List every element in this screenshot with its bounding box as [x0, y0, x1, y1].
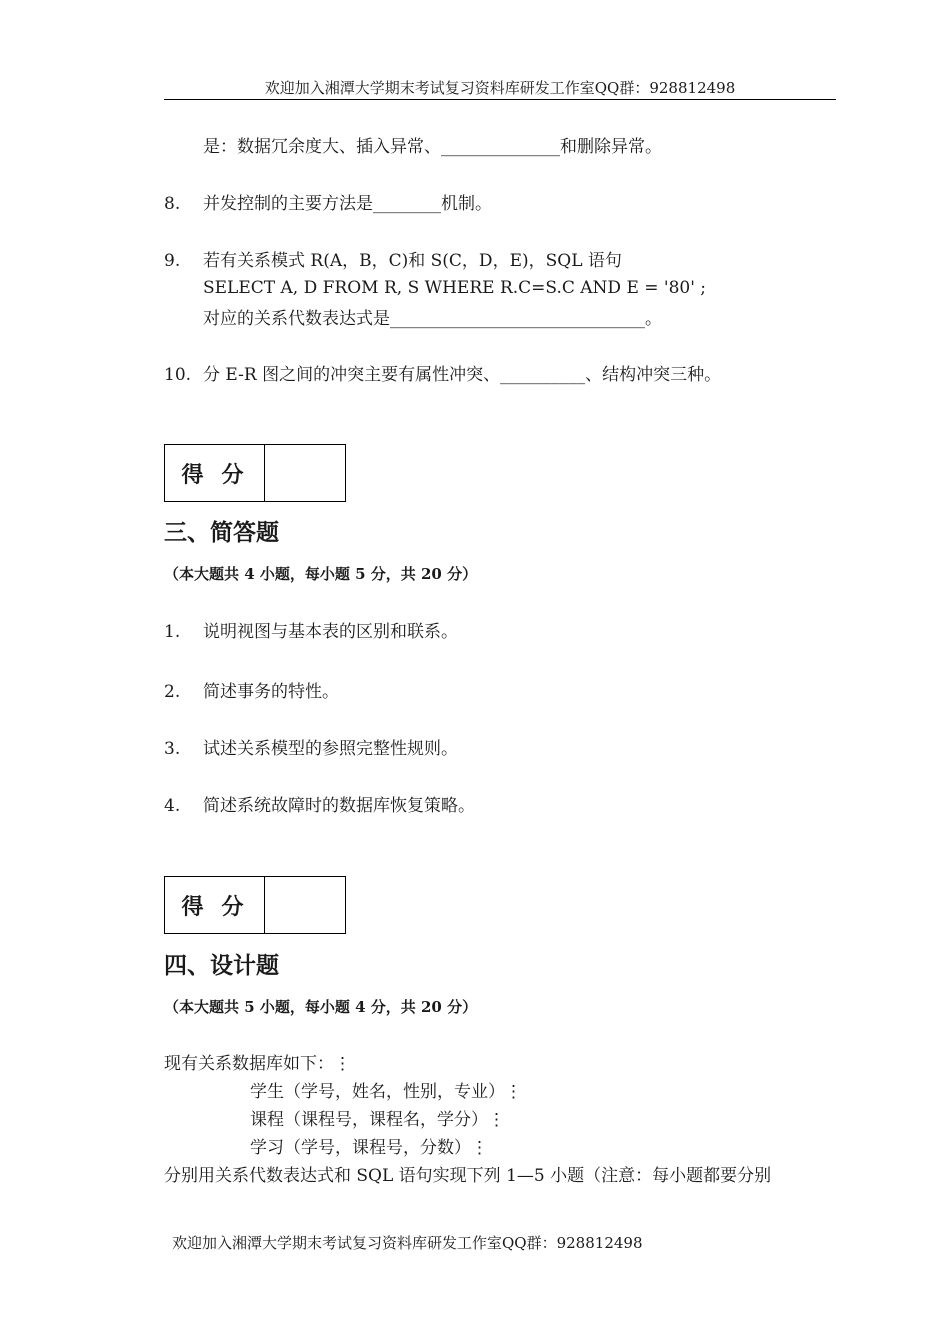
q9-sql: SELECT A, D FROM R, S WHERE R.C=S.C AND E = '80' ; [203, 278, 707, 298]
q8-number: 8. [164, 194, 181, 214]
page-footer: 欢迎加入湘潭大学期末考试复习资料库研发工作室QQ群：928812498 [172, 1234, 643, 1252]
s4-instruction: 分别用关系代数表达式和 SQL 语句实现下列 1—5 小题（注意：每小题都要分别 [164, 1166, 772, 1186]
s4-intro: 现有关系数据库如下：⋮ [164, 1054, 351, 1074]
q8-text: 并发控制的主要方法是________机制。 [203, 194, 492, 214]
q9-line3: 对应的关系代数表达式是______________________________。 [203, 309, 662, 329]
s3-q4-number: 4. [164, 796, 181, 816]
s3-q2-text: 简述事务的特性。 [203, 682, 339, 702]
score-cell [265, 445, 345, 501]
header-rule [164, 99, 836, 100]
section3-note: （本大题共 4 小题，每小题 5 分，共 20 分） [164, 565, 478, 583]
s3-q3-text: 试述关系模型的参照完整性规则。 [203, 739, 458, 759]
score-box-section4 [164, 876, 346, 934]
page-header: 欢迎加入湘潭大学期末考试复习资料库研发工作室QQ群：928812498 [264, 79, 736, 97]
section4-title: 四、设计题 [164, 953, 279, 979]
s3-q4-text: 简述系统故障时的数据库恢复策略。 [203, 796, 475, 816]
q7-continuation: 是：数据冗余度大、插入异常、______________和删除异常。 [203, 137, 662, 157]
s4-relation-course: 课程（课程号，课程名，学分）⋮ [250, 1110, 505, 1130]
s4-relation-study: 学习（学号，课程号，分数）⋮ [250, 1138, 488, 1158]
score-box-section3 [164, 444, 346, 502]
s3-q3-number: 3. [164, 739, 181, 759]
s4-relation-student: 学生（学号，姓名，性别，专业）⋮ [250, 1082, 522, 1102]
s3-q2-number: 2. [164, 682, 181, 702]
section4-note: （本大题共 5 小题，每小题 4 分，共 20 分） [164, 998, 478, 1016]
q9-number: 9. [164, 251, 181, 271]
q10-number: 10. [164, 365, 192, 385]
section3-title: 三、简答题 [164, 520, 279, 546]
s3-q1-number: 1. [164, 622, 181, 642]
score-label: 得分 [165, 877, 265, 933]
score-cell [265, 877, 345, 933]
q9-line1: 若有关系模式 R(A，B，C)和 S(C，D，E)，SQL 语句 [203, 251, 622, 271]
q10-text: 分 E-R 图之间的冲突主要有属性冲突、__________、结构冲突三种。 [203, 365, 722, 385]
score-label: 得分 [165, 445, 265, 501]
s3-q1-text: 说明视图与基本表的区别和联系。 [203, 622, 458, 642]
